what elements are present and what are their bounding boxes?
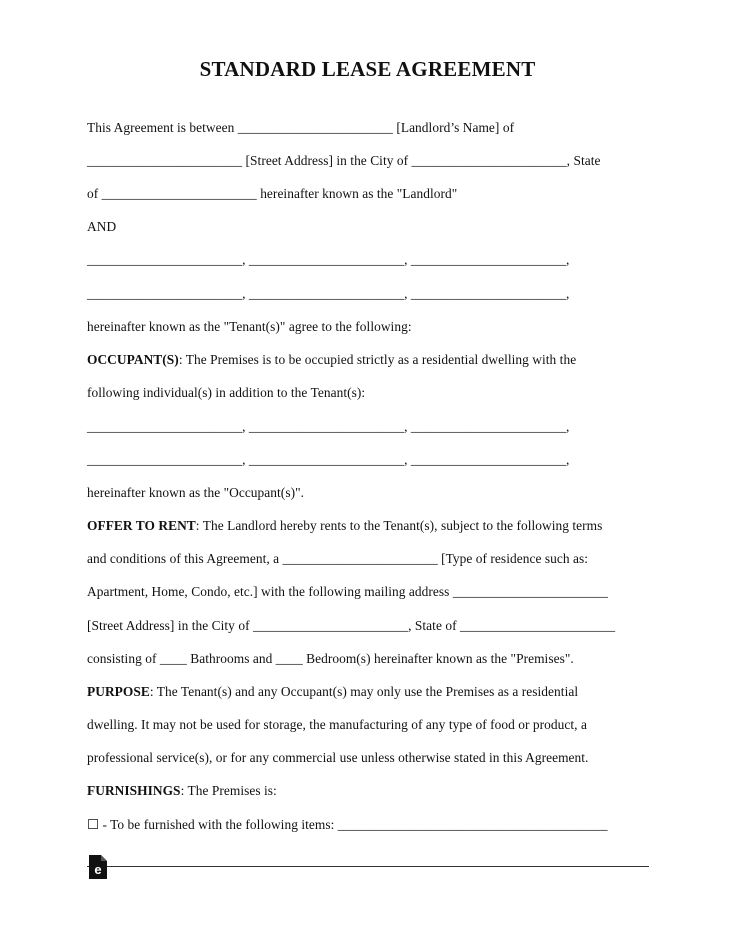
purpose-text: : The Tenant(s) and any Occupant(s) may only use the Premises as a residential [149, 684, 579, 699]
occupants-clause-line-1 [87, 353, 576, 366]
furnishings-clause-line [87, 784, 277, 797]
furnishings-text: : The Premises is: [180, 783, 277, 798]
offer-clause-line-4: [Street Address] in the City of _______________________, State of _______________________ [87, 618, 616, 633]
landlord-state-line: of _______________________ hereinafter known as the "Landlord" [87, 186, 458, 201]
offer-clause-line-3: Apartment, Home, Condo, etc.] with the following mailing address _______________________ [87, 584, 608, 599]
purpose-heading: PURPOSE [87, 684, 150, 699]
tenant-blanks-row-1: _______________________, _______________________, _______________________, [87, 252, 570, 267]
occupant-blanks-row-2: _______________________, _______________________, _______________________, [87, 452, 570, 467]
tenant-blanks-row-2: _______________________, _______________________, _______________________, [87, 286, 570, 301]
agreement-parties-line: This Agreement is between _______________________ [Landlord’s Name] of [87, 120, 515, 135]
offer-clause-line-1 [87, 519, 602, 532]
offer-clause-line-2: and conditions of this Agreement, a _______________________ [Type of residence such as: [87, 551, 588, 566]
landlord-address-line: _______________________ [Street Address] in the City of _______________________, State [87, 153, 601, 168]
offer-clause-line-5: consisting of ____ Bathrooms and ____ Bedroom(s) hereinafter known as the "Premises". [87, 651, 574, 666]
occupants-heading: OCCUPANT(S) [87, 352, 179, 367]
and-separator: AND [87, 219, 117, 234]
footer-divider [87, 866, 649, 867]
offer-heading: OFFER TO RENT [87, 518, 196, 533]
eforms-logo-icon [88, 854, 108, 880]
purpose-clause-line-2: dwelling. It may not be used for storage, the manufacturing of any type of food or product, a [87, 717, 587, 732]
document-title: STANDARD LEASE AGREEMENT [199, 57, 536, 81]
occupants-clause-line-2: following individual(s) in addition to the Tenant(s): [87, 385, 366, 400]
purpose-clause-line-3: professional service(s), or for any commercial use unless otherwise stated in this Agreement. [87, 750, 589, 765]
furnished-checkbox-line: ☐ - To be furnished with the following items: ________________________________________ [87, 817, 608, 832]
occupants-text: : The Premises is to be occupied strictly as a residential dwelling with the [178, 352, 577, 367]
occupant-definition-line: hereinafter known as the "Occupant(s)". [87, 485, 305, 500]
purpose-clause-line-1 [87, 685, 578, 698]
occupant-blanks-row-1: _______________________, _______________________, _______________________, [87, 419, 570, 434]
furnishings-heading: FURNISHINGS [87, 783, 181, 798]
offer-text: : The Landlord hereby rents to the Tenant(s), subject to the following terms [195, 518, 603, 533]
logo-letter: e [94, 862, 102, 877]
tenant-definition-line: hereinafter known as the "Tenant(s)" agree to the following: [87, 319, 412, 334]
